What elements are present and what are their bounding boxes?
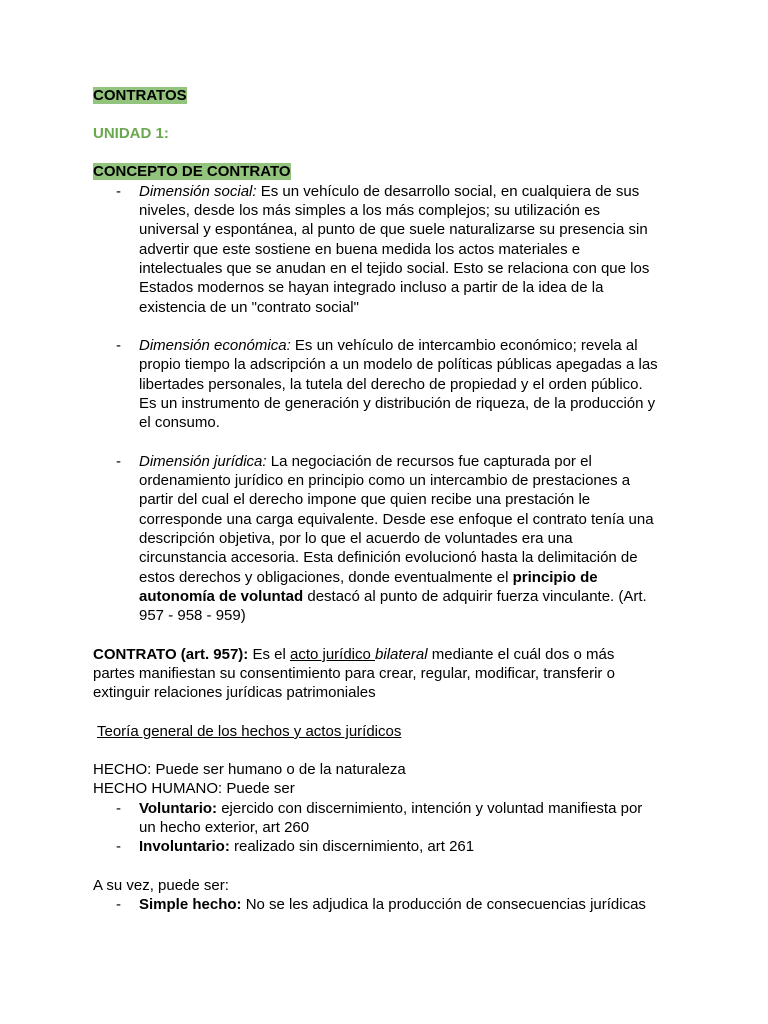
list-bullet: - (116, 453, 121, 470)
list-item-social: Dimensión social: Es un vehículo de desarrollo social, en cualquiera de sus (139, 183, 640, 200)
paragraph-line: ordenamiento jurídico en principio como un intercambio de prestaciones a (139, 472, 631, 489)
paragraph-line: el consumo. (139, 414, 220, 431)
unit-heading: UNIDAD 1: (93, 125, 169, 142)
contrato-definition: CONTRATO (art. 957): Es el acto jurídico bilateral mediante el cuál dos o más (93, 646, 615, 663)
paragraph-line: universal y espontánea, al punto de que suele naturalizarse su presencia sin (139, 221, 648, 238)
paragraph-line: descripción objetiva, por lo que el acuerdo de voluntades era una (139, 530, 573, 547)
paragraph-line: advertir que este sostiene en buena medida los actos materiales e (139, 241, 581, 258)
paragraph-line: propio tiempo la adscripción a un modelo de políticas públicas apegadas a las (139, 356, 658, 373)
paragraph-line: intelectuales que se anudan en el tejido social. Esto se relaciona con que los (139, 260, 650, 277)
paragraph-line: corresponde una carga equivalente. Desde ese enfoque el contrato tenía una (139, 511, 654, 528)
list-item-voluntario: Voluntario: ejercido con discernimiento, intención y voluntad manifiesta por (139, 800, 643, 817)
list-bullet: - (116, 337, 121, 354)
hecho-line: HECHO: Puede ser humano o de la naturaleza (93, 761, 406, 778)
subheading-teoria: Teoría general de los hechos y actos jurídicos (97, 723, 402, 740)
doc-title: CONTRATOS (93, 87, 187, 104)
a-su-vez-line: A su vez, puede ser: (93, 877, 229, 894)
paragraph-line: un hecho exterior, art 260 (139, 819, 310, 836)
paragraph-line: existencia de un "contrato social" (139, 299, 359, 316)
paragraph-line: 957 - 958 - 959) (139, 607, 246, 624)
paragraph-line: extinguir relaciones jurídicas patrimoniales (93, 684, 376, 701)
paragraph-line: Es un instrumento de generación y distribución de riqueza, de la producción y (139, 395, 656, 412)
paragraph-line: niveles, desde los más simples a los más complejos; su utilización es (139, 202, 601, 219)
paragraph-line: Estados modernos se hayan integrado incluso a partir de la idea de la (139, 279, 604, 296)
list-item-involuntario: Involuntario: realizado sin discernimiento, art 261 (139, 838, 475, 855)
paragraph-line: estos derechos y obligaciones, donde eventualmente el principio de (139, 569, 598, 586)
list-bullet: - (116, 183, 121, 200)
list-item-simple-hecho: Simple hecho: No se les adjudica la producción de consecuencias jurídicas (139, 896, 646, 913)
paragraph-line: partir del cual el derecho impone que quien recibe una prestación le (139, 491, 591, 508)
section-heading: CONCEPTO DE CONTRATO (93, 163, 291, 180)
paragraph-line: circunstancia accesoria. Esta definición evolucionó hasta la delimitación de (139, 549, 638, 566)
paragraph-line: autonomía de voluntad destacó al punto de adquirir fuerza vinculante. (Art. (139, 588, 647, 605)
paragraph-line: libertades personales, la tutela del derecho de propiedad y el orden público. (139, 376, 643, 393)
list-item-economica: Dimensión económica: Es un vehículo de intercambio económico; revela al (139, 337, 638, 354)
list-bullet: - (116, 838, 121, 855)
list-item-juridica: Dimensión jurídica: La negociación de recursos fue capturada por el (139, 453, 592, 470)
list-bullet: - (116, 896, 121, 913)
hecho-humano-line: HECHO HUMANO: Puede ser (93, 780, 295, 797)
list-bullet: - (116, 800, 121, 817)
paragraph-line: partes manifiestan su consentimiento para crear, regular, modificar, transferir o (93, 665, 615, 682)
